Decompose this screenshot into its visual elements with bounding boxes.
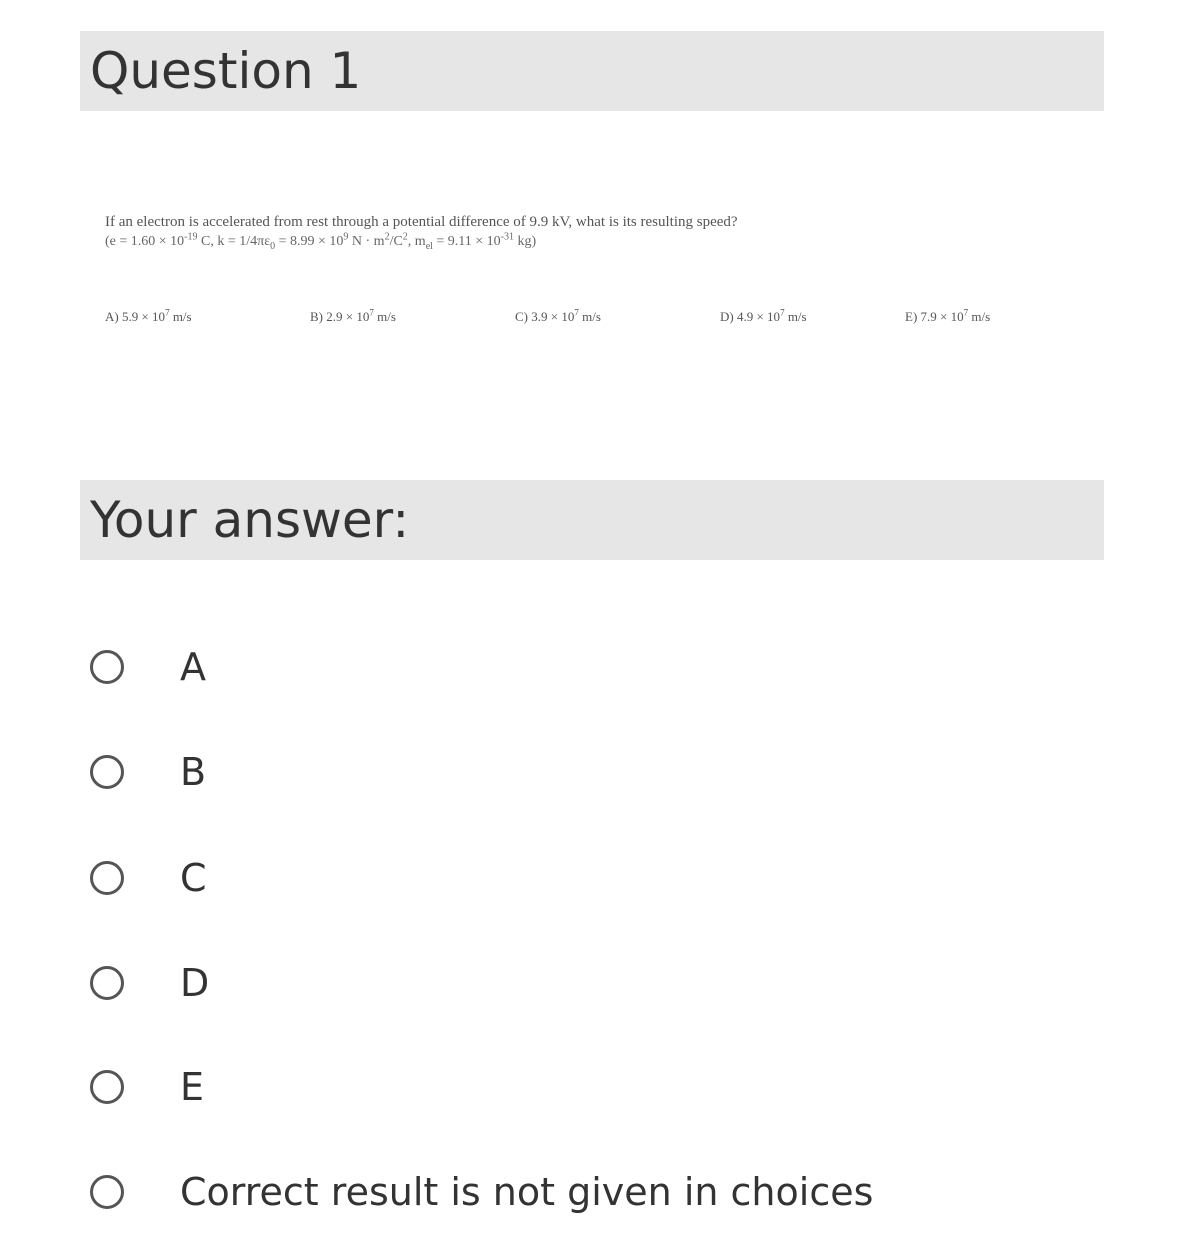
choice-e-exponent: 7 — [963, 307, 969, 318]
answer-option-label: A — [180, 645, 206, 689]
choice-e-text — [905, 309, 990, 325]
answer-option-e[interactable] — [90, 1065, 204, 1109]
choice-d-value: D) 4.9 × 10 — [720, 309, 781, 324]
given-k-exponent: 9 — [343, 231, 349, 243]
question-header — [80, 31, 1104, 111]
given-m: , m — [407, 234, 426, 249]
radio-button-b[interactable] — [90, 755, 124, 789]
answer-title: Your answer: — [90, 491, 410, 549]
radio-button-a[interactable] — [90, 650, 124, 684]
choice-b-value: B) 2.9 × 10 — [310, 309, 370, 324]
choice-d-text — [720, 309, 807, 325]
given-k-value: = 8.99 × 10 — [275, 234, 344, 249]
radio-button-e[interactable] — [90, 1070, 124, 1104]
question-choices — [105, 309, 1095, 333]
choice-a-exponent: 7 — [165, 307, 170, 318]
radio-button-not-given[interactable] — [90, 1175, 124, 1209]
choice-c-exponent: 7 — [574, 307, 579, 318]
answer-option-label: Correct result is not given in choices — [180, 1170, 874, 1214]
answer-option-not-given[interactable] — [90, 1170, 873, 1214]
question-givens — [105, 232, 1095, 252]
given-k: k = 1/4πε — [217, 234, 271, 249]
answer-option-label: D — [180, 961, 210, 1005]
choice-e-value: E) 7.9 × 10 — [905, 309, 964, 324]
choice-c-unit: m/s — [578, 309, 601, 324]
radio-button-c[interactable] — [90, 861, 124, 895]
given-e-unit: C, — [197, 234, 218, 249]
given-m-unit: kg) — [514, 234, 537, 249]
radio-button-d[interactable] — [90, 966, 124, 1000]
choice-c-text — [515, 309, 601, 325]
given-m-exponent: -31 — [500, 231, 515, 243]
answer-option-label: B — [180, 750, 207, 794]
given-m-value: = 9.11 × 10 — [432, 234, 501, 249]
choice-e-unit: m/s — [968, 309, 991, 324]
choice-b-unit: m/s — [373, 309, 396, 324]
given-k-subscript: 0 — [270, 240, 276, 252]
choice-a-unit: m/s — [169, 309, 192, 324]
answer-option-b[interactable] — [90, 750, 206, 794]
choice-b-exponent: 7 — [369, 307, 374, 318]
choice-a-value: A) 5.9 × 10 — [105, 309, 166, 324]
given-e-exponent: -19 — [184, 231, 198, 243]
given-e: (e = 1.60 × 10 — [105, 234, 185, 249]
given-k-unit2-exponent: 2 — [402, 231, 408, 243]
choice-a-text — [105, 309, 192, 325]
question-body — [105, 213, 1095, 252]
answer-option-label: E — [180, 1065, 205, 1109]
given-k-unit: N · m — [348, 234, 385, 249]
answer-option-d[interactable] — [90, 961, 209, 1005]
question-text: If an electron is accelerated from rest through a potential difference of 9.9 kV, what is its resulting speed? — [105, 214, 738, 230]
choice-d-unit: m/s — [784, 309, 807, 324]
question-title: Question 1 — [90, 42, 362, 100]
given-k-unit2: /C — [389, 234, 403, 249]
choice-d-exponent: 7 — [780, 307, 785, 318]
answer-option-c[interactable] — [90, 856, 207, 900]
choice-c-value: C) 3.9 × 10 — [515, 309, 575, 324]
given-k-unit-exponent: 2 — [384, 231, 390, 243]
answer-option-a[interactable] — [90, 645, 206, 689]
given-m-subscript: el — [425, 240, 433, 252]
choice-b-text — [310, 309, 396, 325]
answer-header — [80, 480, 1104, 560]
answer-option-label: C — [180, 856, 207, 900]
